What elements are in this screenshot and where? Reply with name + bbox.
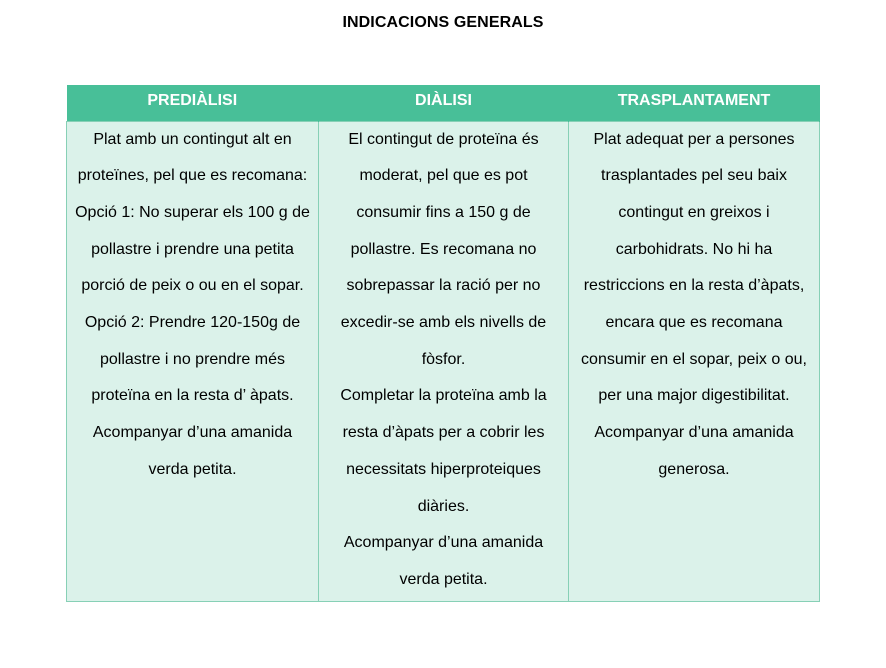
page-title: INDICACIONS GENERALS — [342, 14, 544, 31]
header-predialisi: PREDIÀLISI — [67, 85, 319, 121]
predialisi-option-1: Opció 1: No superar els 100 g de pollastre i prendre una petita porció de peix o ou en el sopar. — [75, 203, 310, 295]
guidelines-table — [66, 85, 820, 602]
header-dialisi: DIÀLISI — [319, 85, 569, 121]
dialisi-complement: Completar la proteïna amb la resta d’àpats per a cobrir les necessitats hiperproteiques diàries. — [340, 387, 547, 515]
trasplantament-side-dish: Acompanyar d’una amanida generosa. — [594, 424, 794, 478]
dialisi-intro: El contingut de proteïna és moderat, pel que es pot consumir fins a 150 g de pollastre. Es recomana no sobrepassar la ració per no excedir-se amb els nivells de fòsfor. — [340, 130, 547, 368]
cell-trasplantament — [569, 121, 820, 601]
predialisi-intro: Plat amb un contingut alt en proteïnes, pel que es recomana: — [77, 130, 308, 185]
header-trasplantament: TRASPLANTAMENT — [569, 85, 820, 121]
cell-dialisi — [319, 121, 569, 601]
dialisi-side-dish: Acompanyar d’una amanida verda petita. — [343, 534, 544, 588]
cell-predialisi — [67, 121, 319, 601]
table-row — [67, 121, 820, 601]
trasplantament-intro: Plat adequat per a persones trasplantades pel seu baix contingut en greixos i carbohidrats. No hi ha restriccions en la resta d’àpats, encara que es recomana consumir en el sopar, peix o ou, per una major digestibilitat. — [581, 130, 807, 405]
predialisi-side-dish: Acompanyar d’una amanida verda petita. — [92, 424, 293, 478]
predialisi-option-2: Opció 2: Prendre 120-150g de pollastre i no prendre més proteïna en la resta d’ àpats. — [84, 314, 301, 405]
table-header-row — [67, 85, 820, 121]
